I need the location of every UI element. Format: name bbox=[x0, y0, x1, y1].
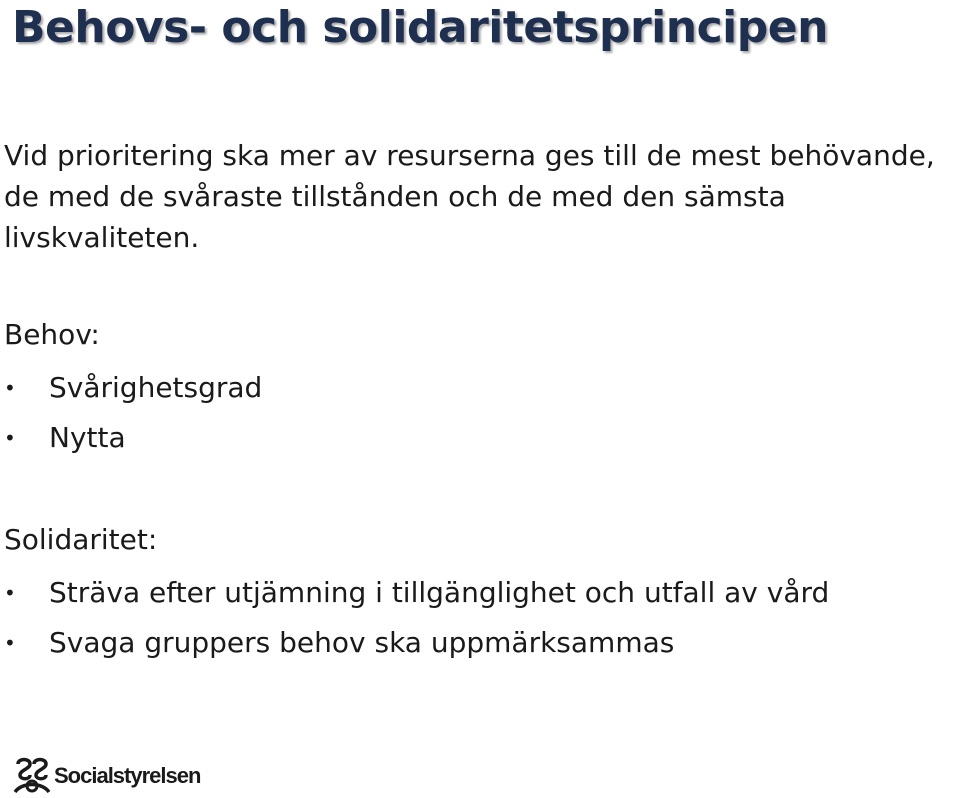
list-item bbox=[4, 413, 956, 463]
section-solidaritet bbox=[4, 519, 956, 668]
bullet-text: Nytta bbox=[49, 421, 126, 454]
bullet-list bbox=[4, 568, 956, 668]
slide-body bbox=[4, 135, 956, 668]
bullet-icon: • bbox=[4, 426, 16, 450]
bullet-list bbox=[4, 363, 956, 463]
bullet-icon: • bbox=[4, 376, 16, 400]
list-item bbox=[4, 618, 956, 668]
bullet-icon: • bbox=[4, 631, 16, 655]
socialstyrelsen-emblem-icon bbox=[12, 756, 52, 796]
list-item bbox=[4, 363, 956, 413]
section-heading: Behov: bbox=[4, 318, 100, 351]
slide-title: Behovs- och solidaritetsprincipen bbox=[12, 2, 828, 53]
bullet-icon: • bbox=[4, 581, 16, 605]
bullet-text: Svårighetsgrad bbox=[49, 371, 263, 404]
socialstyrelsen-logo bbox=[12, 756, 200, 796]
section-heading: Solidaritet: bbox=[4, 523, 158, 556]
section-behov bbox=[4, 314, 956, 463]
bullet-text: Sträva efter utjämning i tillgänglighet och utfall av vård bbox=[49, 576, 830, 609]
bullet-text: Svaga gruppers behov ska uppmärksammas bbox=[49, 626, 675, 659]
intro-paragraph: Vid prioritering ska mer av resurserna ges till de mest behövande, de med de svåraste tillstånden och de med den sämsta livskvaliteten. bbox=[4, 139, 935, 254]
logo-text: Socialstyrelsen bbox=[54, 763, 201, 788]
list-item bbox=[4, 568, 956, 618]
